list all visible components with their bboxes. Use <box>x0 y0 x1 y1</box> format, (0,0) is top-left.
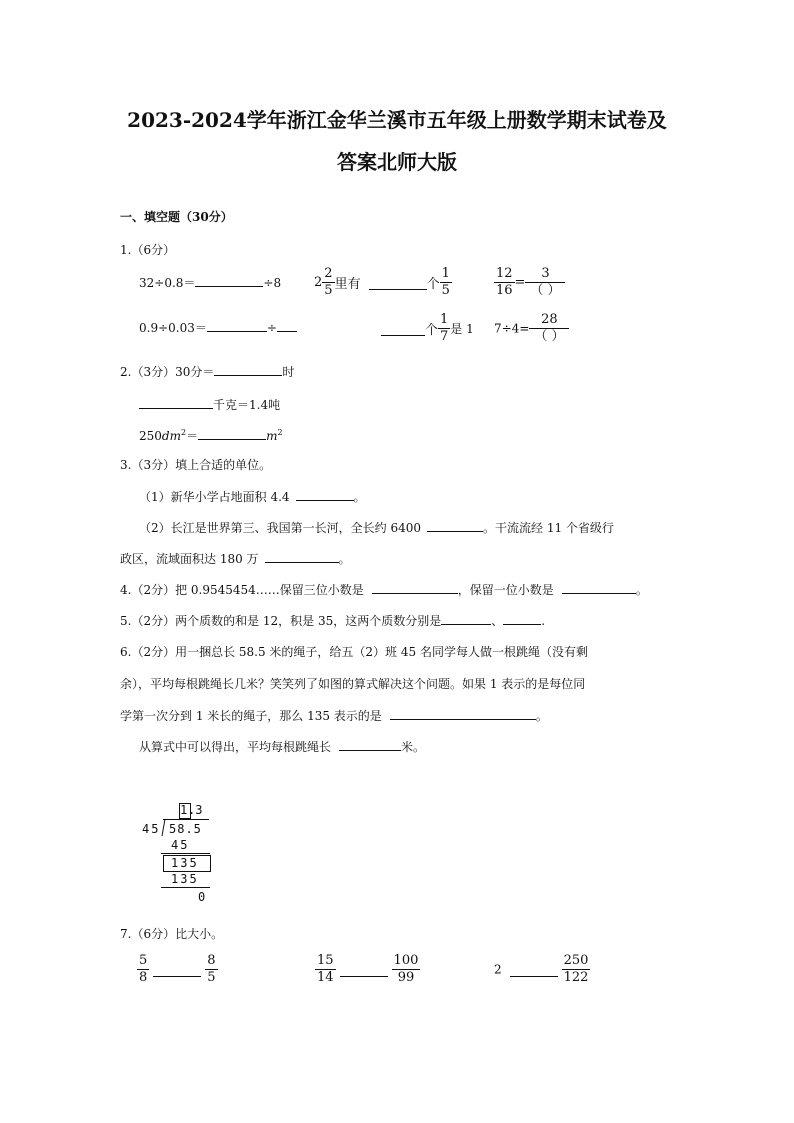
q1d-blank[interactable] <box>207 318 267 332</box>
q1e-ge: 个 <box>425 323 439 338</box>
q3-part1-text: （1）新华小学占地面积 4.4 <box>139 490 290 504</box>
q7c-blank[interactable] <box>510 963 558 977</box>
q2-label: 2.（3分）30分＝ <box>120 365 215 379</box>
q2-line2 <box>139 395 280 413</box>
q3-blank1[interactable] <box>296 487 354 501</box>
q1c-num: 12 <box>496 266 513 281</box>
q7c-num2: 250 <box>563 953 589 968</box>
q3-part1 <box>139 487 366 505</box>
q6-para4-text: 从算式中可以得出，平均每根跳绳长 <box>139 740 332 754</box>
q1e-fraction <box>438 312 450 345</box>
q3-part3-text: 政区，流域面积达 180 万 <box>120 552 259 566</box>
q7a-num: 5 <box>139 953 148 968</box>
q6-blank2[interactable] <box>339 737 401 751</box>
q1b-ge: 个 <box>426 277 440 292</box>
q1-row1-item-c <box>494 266 565 299</box>
q2a-blank[interactable] <box>214 362 282 376</box>
q7b-fraction2 <box>392 953 421 986</box>
q1b-num: 2 <box>324 266 333 281</box>
q1-label: 1.（6分） <box>120 243 176 257</box>
q7a-den: 8 <box>139 970 148 985</box>
q6-para2: 余），平均每根跳绳长几米？笑笑列了如图的算式解决这个问题。如果 1 表示的是每位同 <box>120 677 586 691</box>
q7-label: 7.（6分）比大小。 <box>120 927 224 941</box>
q5-blank1[interactable] <box>441 611 491 625</box>
q6-para3-text: 学第一次分到 1 米长的绳子，那么 135 表示的是 <box>120 709 382 723</box>
q5-sep: 、 <box>491 614 504 628</box>
q2c-sup2: 2 <box>277 428 283 437</box>
q7c-fraction2 <box>562 953 591 986</box>
q1-row2-item-f <box>494 312 569 345</box>
divisor: 45 <box>142 822 161 836</box>
page-title-line2: 答案北师大版 <box>337 150 457 174</box>
q1-row2-item-e <box>381 312 474 345</box>
q3-part1-end: 。 <box>353 490 366 504</box>
q3-part2 <box>139 518 614 536</box>
section-heading: 一、填空题（30分） <box>120 210 233 224</box>
q4-line <box>120 580 648 598</box>
q2-line3 <box>139 426 283 444</box>
q6-para3 <box>120 706 548 724</box>
q5-line <box>120 611 545 629</box>
q4-text: 4.（2分）把 0.9545454……保留三位小数是 <box>120 583 364 597</box>
q7c-left: 2 <box>494 962 502 977</box>
q5-text: 5.（2分）两个质数的和是 12，积是 35，这两个质数分别是 <box>120 614 442 628</box>
q3-blank3[interactable] <box>265 549 339 563</box>
q2a-right: 时 <box>282 365 295 379</box>
q7b-fraction1 <box>315 953 336 986</box>
q1f-den[interactable]: （ ） <box>534 329 565 344</box>
q1b-den: 5 <box>324 283 333 298</box>
q7-item-c <box>494 953 590 986</box>
q1b-fraction <box>322 266 334 299</box>
q7c-den2: 122 <box>563 970 589 985</box>
q5-end: . <box>541 614 546 628</box>
q2b-blank[interactable] <box>139 395 213 409</box>
q7-item-a <box>137 953 218 986</box>
q6-para4 <box>139 737 425 755</box>
q1b-whole: 2 <box>314 275 323 290</box>
q7a-num2: 8 <box>207 953 216 968</box>
q2c-blank[interactable] <box>198 426 266 440</box>
q2c-unit2: m <box>266 429 278 443</box>
q1c-den2[interactable]: （ ） <box>530 283 561 298</box>
q3-part2-text: （2）长江是世界第三、我国第一长河，全长约 6400 <box>139 521 421 535</box>
q1c-eq: = <box>514 275 526 290</box>
q7a-fraction2 <box>205 953 217 986</box>
q1b-den2: 5 <box>441 283 450 298</box>
q5-blank2[interactable] <box>503 611 541 625</box>
q7-item-b <box>315 953 420 986</box>
q1f-left: 7÷4= <box>494 321 530 336</box>
q1e-right: 是 1 <box>450 322 474 336</box>
q1-row1-item-a <box>139 273 281 291</box>
q1e-den: 7 <box>440 329 449 344</box>
q3-part3 <box>120 549 351 567</box>
q1e-blank[interactable] <box>381 322 425 336</box>
q3-label: 3.（3分）填上合适的单位。 <box>120 458 272 472</box>
q3-part2-end: 。干流流经 11 个省级行 <box>483 521 614 535</box>
remainder-final: 0 <box>198 890 206 904</box>
q1c-den: 16 <box>496 283 513 298</box>
q7b-den: 14 <box>317 970 334 985</box>
subtract-line-1 <box>161 853 210 854</box>
q1a-blank[interactable] <box>195 273 263 287</box>
subtrahend-2: 135 <box>171 872 199 886</box>
q1b-blank[interactable] <box>369 276 427 290</box>
q2b-right: 千克＝1.4吨 <box>213 398 281 412</box>
q6-para4-end: 米。 <box>401 740 426 754</box>
q7b-den2: 99 <box>397 970 415 985</box>
dividend: 58.5 <box>169 822 202 836</box>
q2c-left: 250 <box>139 429 162 443</box>
q6-para1: 6.（2分）用一捆总长 58.5 米的绳子，给五（2）班 45 名同学每人做一根跳绳（没有剩 <box>120 645 588 659</box>
q1a-right: ÷8 <box>263 276 282 290</box>
q4-blank1[interactable] <box>372 580 458 594</box>
q2c-sup1: 2 <box>180 428 187 437</box>
q4-blank2[interactable] <box>562 580 636 594</box>
q4-end: 。 <box>635 583 648 597</box>
q1b-fraction2 <box>440 266 452 299</box>
remainder-1: 135 <box>171 856 199 870</box>
q7a-blank[interactable] <box>153 963 201 977</box>
q1c-fraction <box>494 266 515 299</box>
q7a-den2: 5 <box>207 970 216 985</box>
q1-row2-item-d <box>139 318 297 336</box>
q1d-right: ÷ <box>266 321 277 335</box>
q7b-num2: 100 <box>393 953 419 968</box>
q3-part3-end: 。 <box>338 552 351 566</box>
quotient-rest: .3 <box>188 803 203 817</box>
q1d-blank2[interactable] <box>277 318 297 332</box>
q1d-left: 0.9÷0.03＝ <box>139 321 207 335</box>
q3-blank2[interactable] <box>427 518 483 532</box>
q1b-mid: 里有 <box>334 277 361 292</box>
q1c-num2: 3 <box>525 266 565 283</box>
q1e-num: 1 <box>440 312 449 327</box>
page-title-line1: 2023-2024学年浙江金华兰溪市五年级上册数学期末试卷及 <box>127 108 667 132</box>
q1a-left: 32÷0.8＝ <box>139 276 196 290</box>
q1f-fraction <box>529 312 569 345</box>
subtract-line-2 <box>161 887 210 888</box>
quotient-digit: 1 <box>180 803 188 817</box>
q2-line1 <box>120 362 294 380</box>
q7b-blank[interactable] <box>340 963 388 977</box>
q6-blank1[interactable] <box>390 706 536 720</box>
q1-row1-item-b <box>314 266 452 299</box>
q7b-num: 15 <box>317 953 334 968</box>
q2c-eq: ＝ <box>186 429 199 443</box>
q6-para3-end: 。 <box>535 709 548 723</box>
q1c-fraction2 <box>525 266 565 299</box>
q7a-fraction1 <box>137 953 149 986</box>
subtrahend-1: 45 <box>171 838 190 852</box>
division-bracket <box>162 819 166 836</box>
q4-mid: ，保留一位小数是 <box>457 583 554 597</box>
q1b-num2: 1 <box>441 266 450 281</box>
division-bar <box>163 819 209 820</box>
q1f-num: 28 <box>529 312 569 329</box>
q2c-unit1: dm <box>161 429 181 443</box>
